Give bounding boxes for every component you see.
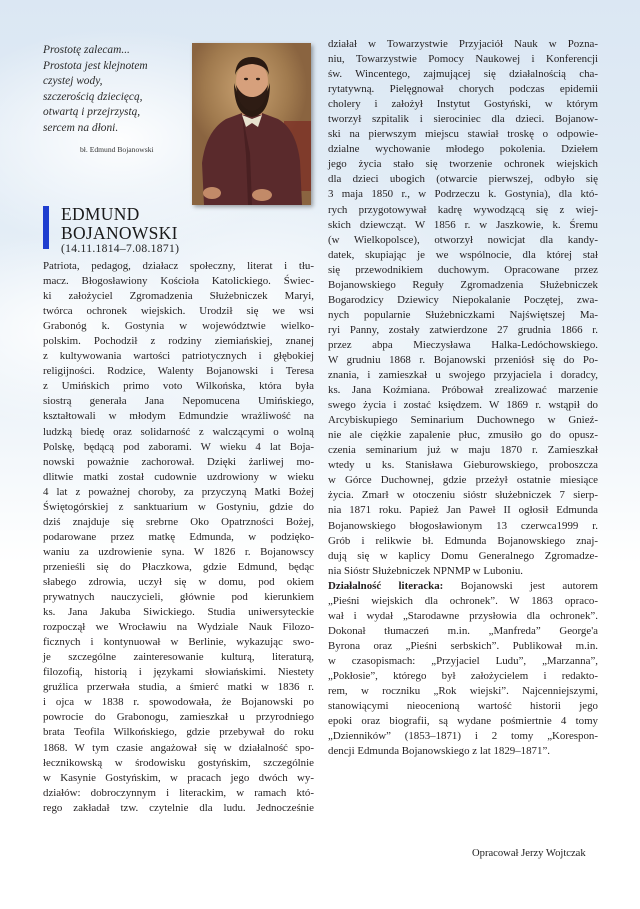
section-text: Bojanowski jest autorem — [443, 579, 599, 592]
quote-line: czystej wody, — [43, 75, 103, 87]
body-line: kształtowali w młodym Edmundzie wrażliwość na — [43, 410, 314, 423]
body-line: wał i wydał „Starodawne przysłowia dla ochronek”. — [328, 609, 598, 622]
body-line: rytatywną. Pielęgnował chorych podczas epidemii — [328, 83, 598, 96]
body-line: siostrą generała Jana Nepomucena Umińskiego, — [43, 395, 314, 408]
body-line: Świętogórskiej z sanktuarium w Gostyniu, gdzie do — [43, 500, 314, 513]
body-line: w Kasynie Gostyńskim, w pracach jego dwóch wy- — [43, 771, 314, 784]
body-line: nowski poważnie zachorował. Dzięki żarliwej mo- — [43, 455, 314, 468]
body-line: dują się w kaplicy Domu Generalnego Zgromadze- — [328, 549, 598, 562]
body-line: ryi Panny, zostały zatwierdzone 27 grudnia 1866 r. — [328, 323, 598, 336]
body-line: z kultywowania wartości patriotycznych i głębokiej — [43, 350, 314, 363]
body-line: nych popularnie Służebniczkami Najświętszej Ma- — [328, 308, 598, 321]
body-line: (w Wielkopolsce), otworzył nowicjat dla kandy- — [328, 233, 598, 246]
quote-line: Prostota jest klejnotem — [43, 59, 148, 72]
body-line: ski na pierwszym miejscu stawiał troskę o odpowie- — [328, 128, 598, 141]
body-line: życia. Zmarł w otoczeniu sióstr służebniczek 7 sierp- — [328, 489, 598, 502]
literary-section-first-line — [328, 579, 598, 594]
left-column — [43, 259, 314, 816]
portrait-image — [192, 43, 311, 205]
body-line: „Pokłosie”, którego był założycielem i redakto- — [328, 669, 598, 682]
body-line: swego życia i zostać księdzem. W 1869 r. wstąpił do — [328, 399, 598, 412]
body-line: „Pieśni wiejskich dla ochronek”. W 1863 opraco- — [328, 594, 598, 607]
body-line: je szczególne zainteresowanie kulturą, literaturą, — [43, 651, 314, 664]
body-line: z Umińskich primo voto Wilkońska, która była — [43, 380, 314, 393]
body-line: macz. Błogosławiony Kościoła Katolickiego. Świec- — [43, 275, 314, 288]
section-label: Działalność literacka: — [328, 579, 444, 592]
body-line: dziś znajduje się srebrne Oko Opatrzności Bożej, — [43, 515, 314, 528]
body-line: ks. Jana Koźmiana. Próbował zrealizować marzenie — [328, 384, 598, 397]
body-line: Bojanowskiego błogosławionym 13 czerwca1999 r. — [328, 519, 598, 532]
right-column — [328, 37, 598, 759]
body-line: twórca ochronek wiejskich. Urodził się we wsi — [43, 305, 314, 318]
body-line: w Górce Duchownej, gdzie przeżył ostatnie miesiące — [328, 474, 598, 487]
body-line: filozofią, historią i językami słowiańskimi. Niestety — [43, 666, 314, 679]
body-line: Bojanowskiego Reguły Zgromadzenia Służebniczek — [328, 278, 598, 291]
body-line: 4 lat z poważnej choroby, za przyczyną Matki Bożej — [43, 485, 314, 498]
body-line: W grudniu 1868 r. Bojanowski przeniósł się do Po- — [328, 353, 598, 366]
body-line: Bogarodzicy Dziewicy Niepokalanie Poczętej, zwa- — [328, 293, 598, 306]
body-line: ficznych i kontynuował w Berlinie, wykazując swo- — [43, 636, 314, 649]
body-line: ludzką biedę oraz solidarność z walczącymi o wolną — [43, 425, 314, 438]
body-line: Byrona oraz „Pieśni serbskich”. Publikował m.in. — [328, 639, 598, 652]
body-line: Arcybiskupiego Seminarium Duchownego w Gnieź- — [328, 414, 598, 427]
body-line: Grabonóg k. Gostynia w województwie wielko- — [43, 320, 314, 333]
body-line: się przewodnikiem duchowym. Opracowane przez — [328, 263, 598, 276]
body-line: dlitwie matki został cudownie uzdrowiony w wieku — [43, 470, 314, 483]
life-dates: (14.11.1814–7.08.1871) — [61, 242, 180, 255]
body-line: Dokonał tłumaczeń m.in. „Manfreda” George'a — [328, 624, 598, 637]
body-line: słabego zdrowia, uczył się w domu, pod okiem — [43, 575, 314, 588]
body-line: w czasopismach: „Przyjaciel Ludu”, „Marzanna”, — [328, 654, 598, 667]
body-line: działów: dobroczynnym i literackim, w ramach któ- — [43, 786, 314, 799]
body-line: niu, Towarzystwie Pomocy Naukowej i Konferencji — [328, 53, 598, 66]
page-title — [61, 205, 178, 243]
body-line: dla dzieci ubogich (otwarcie pierwszej, odbyło się — [328, 173, 598, 186]
body-line: cholery i założył Instytut Gostyński, w którym — [328, 98, 598, 111]
body-line: Grób i relikwie bł. Edmunda Bojanowskiego znaj- — [328, 534, 598, 547]
body-line: epoki oraz biografii, są wydane pośmiertnie 4 tomy — [328, 715, 598, 728]
body-line: dzialne wychowanie młodego pokolenia. Dziełem — [328, 143, 598, 156]
body-line: ks. Jana Jakuba Siwickiego. Studia uniwersyteckie — [43, 606, 314, 619]
body-line: Patriota, pedagog, działacz społeczny, literat i tłu- — [43, 260, 314, 272]
body-line: rych przygotowywał kadrę wywodzącą się z wiej- — [328, 203, 598, 216]
body-line: polskim. Pochodził z rodziny ziemiańskiej, znanej — [43, 335, 314, 348]
body-line: dencji Edmunda Bojanowskiego z lat 1829–1871”. — [328, 745, 551, 758]
author-signature: Opracował Jerzy Wojtczak — [472, 848, 586, 859]
body-line: rozpoczął we Wrocławiu na Wydziale Nauk Filozo- — [43, 621, 314, 634]
title-first-name: EDMUND — [61, 204, 140, 224]
epigraph-quote — [43, 43, 193, 136]
body-line: łecznikowską w środowisku gostyńskim, szczególnie — [43, 756, 314, 769]
body-line: podarowane przez matkę Edmunda, w podzięko- — [43, 530, 314, 543]
body-line: ki założyciel Zgromadzenia Służebniczek Maryi, — [43, 290, 314, 303]
body-line: nia Sióstr Służebniczek NPNMP w Luboniu. — [328, 564, 524, 577]
body-line: 1868. W tym czasie angażował się w działalność spo- — [43, 741, 314, 754]
quote-line: Prostotę zalecam... — [43, 44, 130, 56]
quote-line: szczerością dziecięcą, — [43, 90, 143, 103]
body-line: znania, i zamieszkał u swojego przyjaciela i doradcy, — [328, 369, 598, 382]
body-line: prywatnych nauczycieli, głównie pod kierunkiem — [43, 591, 314, 604]
body-line: gruźlica przerwała studia, a śmierć matki w 1836 r. — [43, 681, 314, 694]
body-line: rego zakładał tzw. czytelnie dla ludu. Jednocześnie — [43, 801, 314, 814]
body-line: „Dzienników” (1853–1871) i 2 tomy „Korespon- — [328, 730, 598, 743]
body-line: powrocie do Grabonogu, zamieszkał u przyrodniego — [43, 711, 314, 724]
body-line: rem, w roczniku „Rok wiejski”. Najcenniejszymi, — [328, 685, 598, 698]
body-line: św. Wincentego, zajmującej się działalnością cha- — [328, 68, 598, 81]
body-line: wtedy u ks. Stanisława Gieburowskiego, proboszcza — [328, 459, 598, 472]
body-line: przez abpa Mieczysława Halka-Ledóchowskiego. — [328, 338, 598, 351]
body-line: przenieśli się do Płaczkowa, gdzie Edmund, będąc — [43, 560, 314, 573]
body-line: religijności. Rodzice, Walenty Bojanowski i Teresa — [43, 365, 314, 378]
quote-line: sercem na dłoni. — [43, 121, 119, 134]
body-line: 3 maja 1850 r., w Podrzeczu k. Gostynia), dla któ- — [328, 188, 598, 201]
quote-attribution: bł. Edmund Bojanowski — [80, 145, 154, 154]
body-line: tworzył szpitalik i sierociniec dla dzieci. Bojanow- — [328, 113, 598, 126]
quote-line: otwartą i przejrzystą, — [43, 106, 141, 118]
body-line: czenia seminarium już w maju 1870 r. Zamieszkał — [328, 444, 598, 457]
body-line: nia 1871 roku. Papież Jan Paweł II ogłosił Edmunda — [328, 504, 598, 517]
body-line: działał w Towarzystwie Przyjaciół Nauk w Pozna- — [328, 38, 598, 50]
body-line: jego życia stało się tworzenie ochronek wiejskich — [328, 158, 598, 171]
body-line: brata Teofila Wilkońskiego, gdzie przebywał do roku — [43, 726, 314, 739]
body-line: nie ale ciężkie zapalenie płuc, zmusiło go do opusz- — [328, 429, 598, 442]
body-line: Polskę, będącą pod zaborami. W wieku 4 lat Boja- — [43, 440, 314, 453]
body-line: waniu za uzdrowienie syna. W 1826 r. Bojanowscy — [43, 545, 314, 558]
body-line: i ojca w 1838 r. spowodowała, że Bojanowski po — [43, 696, 314, 709]
title-last-name: BOJANOWSKI — [61, 223, 178, 243]
body-line: stanowiącymi nieocenioną wartość historii jego — [328, 700, 598, 713]
heading-accent-bar — [43, 206, 49, 249]
body-line: datek, skupiając je we wspólnocie, dla której stał — [328, 248, 598, 261]
body-line: skich dziewcząt. W 1856 r. w Jaszkowie, k. Śremu — [328, 218, 598, 231]
